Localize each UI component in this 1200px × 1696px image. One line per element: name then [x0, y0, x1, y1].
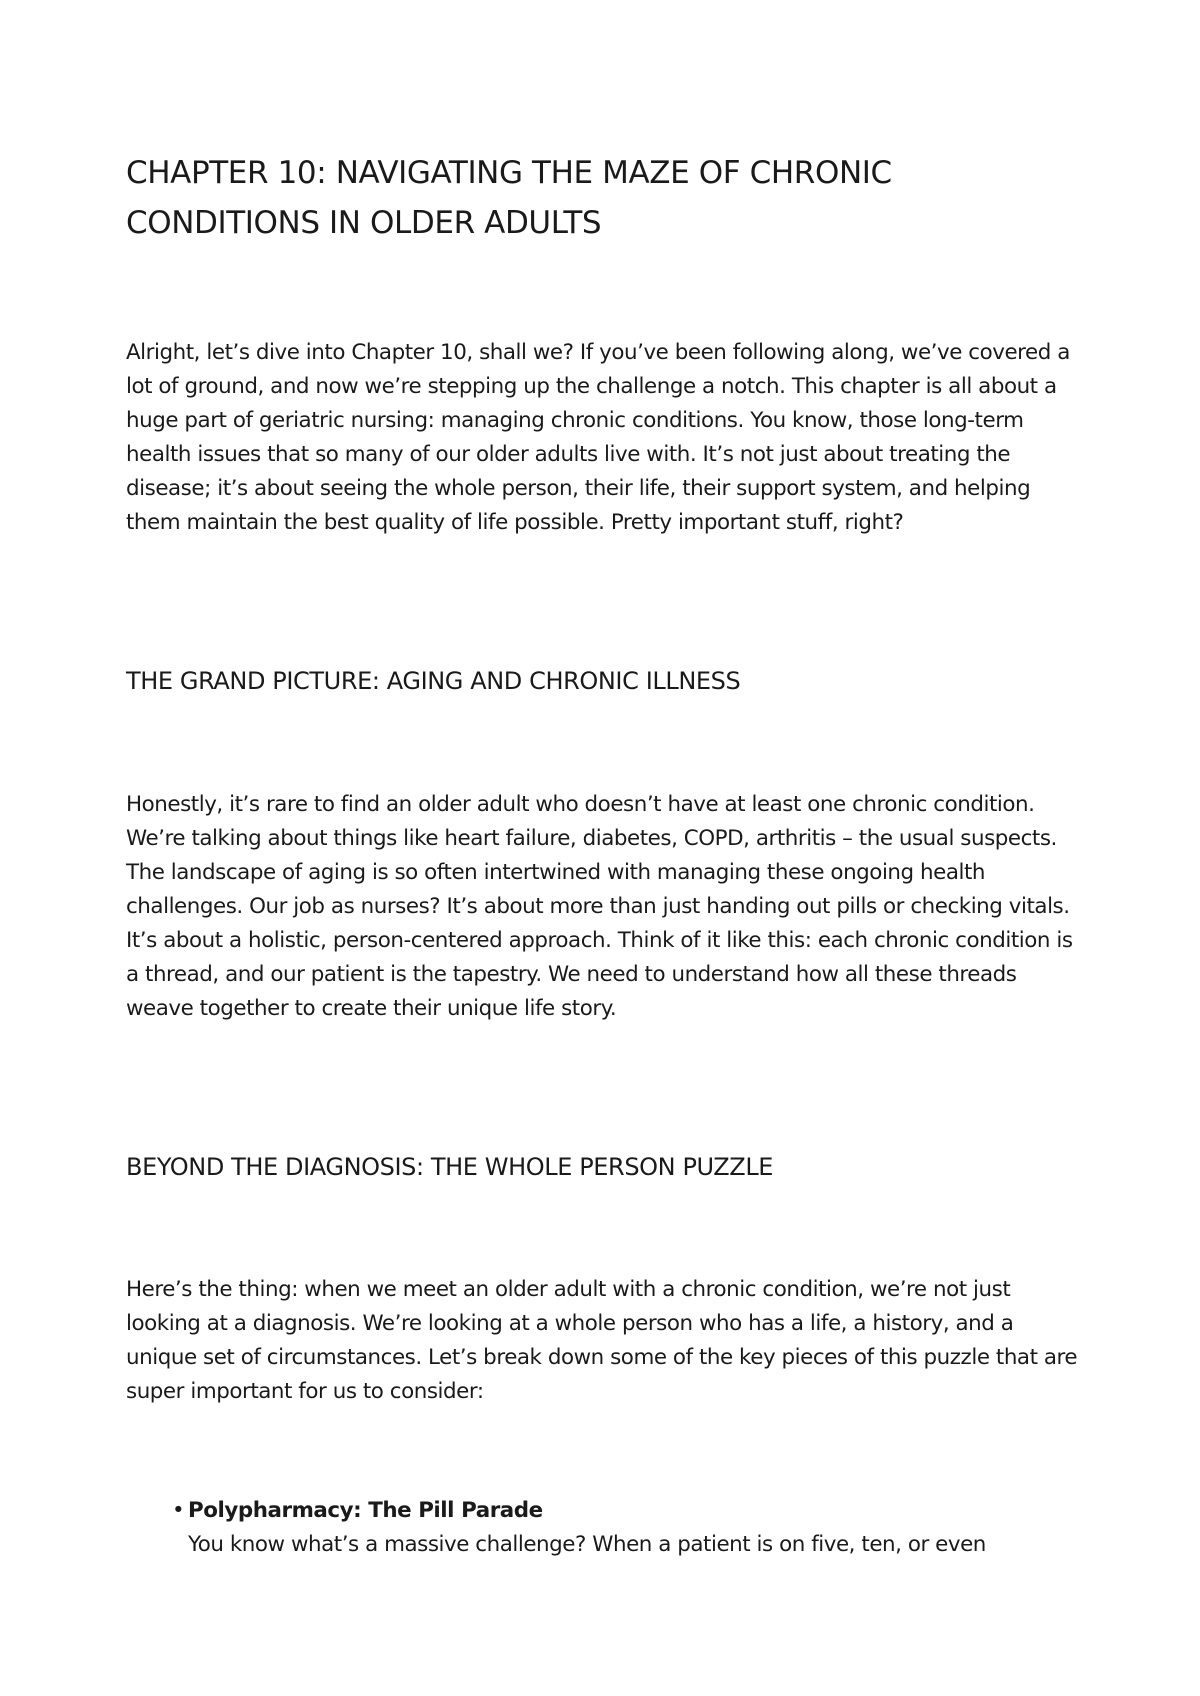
bullet-marker: •: [172, 1498, 185, 1523]
section-heading-beyond-diagnosis: BEYOND THE DIAGNOSIS: THE WHOLE PERSON PUZZLE: [126, 1153, 774, 1181]
section-paragraph-beyond-diagnosis: Here’s the thing: when we meet an older adult with a chronic condition, we’re not just looking at a diagnosis. We’re looking at a whole person who has a life, a history, and a unique set of circumstances. Let’s break down some of the key pieces of this puzzle that are super important for us to consider:: [126, 1277, 1078, 1404]
section-paragraph-grand-picture: Honestly, it’s rare to find an older adult who doesn’t have at least one chronic condition. We’re talking about things like heart failure, diabetes, COPD, arthritis – the usual suspects. The landscape of aging is so often intertwined with managing these ongoing health challenges. Our job as nurses? It’s about more than just handing out pills or checking vitals. It’s about a holistic, person-centered approach. Think of it like this: each chronic condition is a thread, and our patient is the tapestry. We need to understand how all these threads weave together to create their unique life story.: [126, 792, 1073, 1021]
list-item: [172, 1494, 1072, 1562]
bullet-list: [172, 1494, 1072, 1562]
chapter-title: CHAPTER 10: NAVIGATING THE MAZE OF CHRONIC CONDITIONS IN OLDER ADULTS: [126, 155, 892, 241]
bullet-text: You know what’s a massive challenge? When a patient is on five, ten, or even: [188, 1532, 986, 1557]
intro-paragraph: Alright, let’s dive into Chapter 10, shall we? If you’ve been following along, we’ve covered a lot of ground, and now we’re stepping up the challenge a notch. This chapter is all about a huge part of geriatric nursing: managing chronic conditions. You know, those long-term health issues that so many of our older adults live with. It’s not just about treating the disease; it’s about seeing the whole person, their life, their support system, and helping them maintain the best quality of life possible. Pretty important stuff, right?: [126, 340, 1070, 535]
bullet-title: Polypharmacy: The Pill Parade: [188, 1498, 543, 1523]
section-heading-grand-picture: THE GRAND PICTURE: AGING AND CHRONIC ILLNESS: [126, 667, 741, 695]
